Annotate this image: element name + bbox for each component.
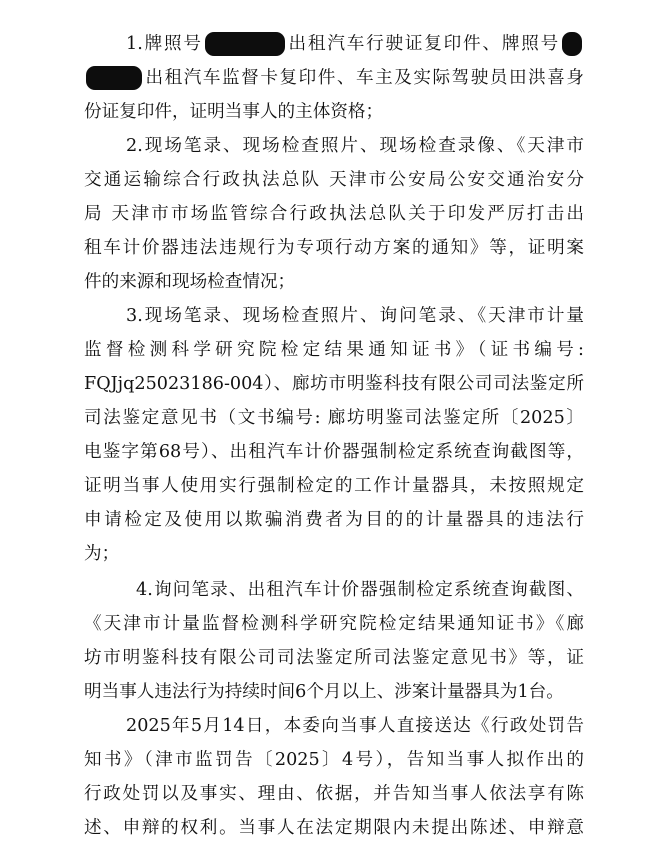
redaction-mark — [86, 66, 142, 90]
paragraph-2-line-2: 交通运输综合行政执法总队 天津市公安局公安交通治安分 — [84, 170, 584, 190]
paragraph-1-line-3: 份证复印件，证明当事人的主体资格； — [84, 102, 384, 122]
paragraph-3-line-2: 监督检测科学研究院检定结果通知证书》（证书编号: — [84, 340, 584, 360]
paragraph-4-line-2: 《天津市计量监督检测科学研究院检定结果通知证书》《廊 — [84, 614, 584, 634]
text-segment: 出租汽车行驶证复印件、牌照号 — [286, 34, 560, 54]
paragraph-2-line-3: 局 天津市市场监管综合行政执法总队关于印发严厉打击出 — [84, 204, 584, 224]
paragraph-3-line-8: 为； — [84, 544, 120, 564]
paragraph-3-line-1: 3.现场笔录、现场检查照片、询问笔录、《天津市计量 — [126, 306, 584, 326]
paragraph-3-line-7: 申请检定及使用以欺骗消费者为目的的计量器具的违法行 — [84, 510, 584, 530]
paragraph-4-line-3: 坊市明鉴科技有限公司司法鉴定所司法鉴定意见书》等，证 — [84, 648, 584, 668]
paragraph-2-line-5: 件的来源和现场检查情况； — [84, 272, 296, 292]
paragraph-3-line-6: 证明当事人使用实行强制检定的工作计量器具，未按照规定 — [84, 476, 584, 496]
text-segment: 1.牌照号 — [126, 34, 203, 54]
paragraph-4-line-4: 明当事人违法行为持续时间6个月以上、涉案计量器具为1台。 — [84, 682, 564, 702]
redaction-mark — [205, 32, 285, 56]
paragraph-5-line-4: 述、申辩的权利。当事人在法定期限内未提出陈述、申辩意 — [84, 818, 584, 838]
paragraph-3-line-3: FQJjq25023186-004）、廊坊市明鉴科技有限公司司法鉴定所 — [84, 374, 584, 394]
paragraph-5-line-3: 行政处罚以及事实、理由、依据，并告知当事人依法享有陈 — [84, 784, 584, 804]
paragraph-5-line-1: 2025年5月14日，本委向当事人直接送达《行政处罚告 — [126, 716, 584, 736]
redaction-mark — [562, 32, 582, 56]
text-segment: 出租汽车监督卡复印件、车主及实际驾驶员田洪喜身 — [144, 68, 584, 88]
paragraph-1-line-1 — [126, 26, 584, 62]
paragraph-2-line-1: 2.现场笔录、现场检查照片、现场检查录像、《天津市 — [126, 136, 584, 156]
paragraph-1-line-2 — [84, 60, 584, 96]
paragraph-5-line-2: 知书》（津市监罚告〔2025〕4号），告知当事人拟作出的 — [84, 750, 584, 770]
paragraph-4-line-1: 4.询问笔录、出租汽车计价器强制检定系统查询截图、 — [136, 580, 584, 600]
paragraph-2-line-4: 租车计价器违法违规行为专项行动方案的通知》等，证明案 — [84, 238, 584, 258]
paragraph-3-line-4: 司法鉴定意见书（文书编号: 廊坊明鉴司法鉴定所〔2025〕 — [84, 408, 584, 428]
paragraph-3-line-5: 电鉴字第68号）、出租汽车计价器强制检定系统查询截图等， — [84, 442, 584, 462]
